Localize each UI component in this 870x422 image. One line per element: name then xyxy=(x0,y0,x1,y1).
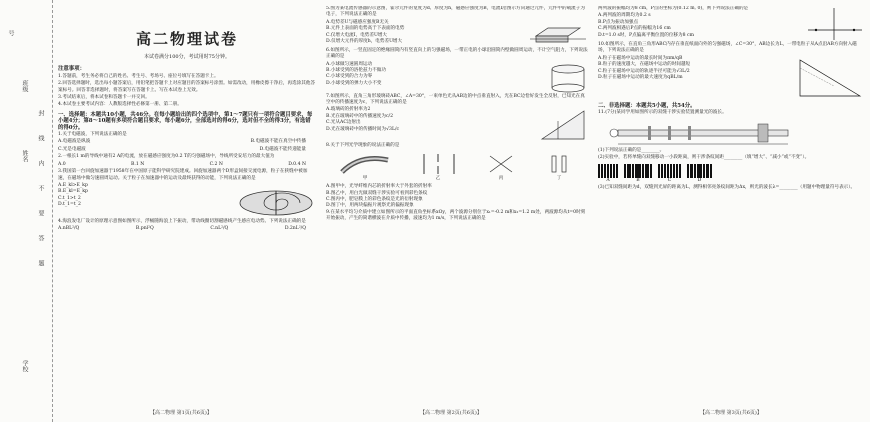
pattern-d xyxy=(687,164,712,184)
notice-item: 1.答题前，考生务必将自己的姓名、考生号、考场号、座位号填写在答题卡上。 xyxy=(58,73,219,79)
question-2-options xyxy=(58,162,316,168)
figure-ding xyxy=(544,152,574,182)
binding-margin xyxy=(0,0,53,422)
option: A.小球做匀速圆周运动 xyxy=(326,61,373,67)
section-2-heading: 二、非选择题：本题共5小题，共54分。 xyxy=(598,102,696,109)
option: C.光从AC边射出 xyxy=(326,120,361,126)
question-9-cont-stem: 两列波的振幅均为8 cm，P点的坐标为(0.12 m, 0)，则下列说法正确的是 xyxy=(598,6,749,11)
figure-yi xyxy=(418,152,458,182)
question-6-options xyxy=(326,62,542,94)
question-3-block xyxy=(58,183,316,219)
option: A.0 xyxy=(58,161,66,167)
pattern-c xyxy=(658,164,681,184)
binding-label: 封 xyxy=(37,110,44,116)
hall-element-figure xyxy=(528,20,588,48)
binding-label: 不 xyxy=(37,185,44,191)
figure-bing xyxy=(486,152,516,182)
option: D.粒子在磁场中运动的最大速度为qBL/m xyxy=(598,75,683,81)
option: D.小球受到的弹力大小不变 xyxy=(326,80,382,86)
figure-label: 丙 xyxy=(498,175,504,181)
option: A.图甲中，光导纤维内芯的折射率大于外套的折射率 xyxy=(326,184,432,190)
option: B.图乙中，用白光做双缝干涉实验可看到彩色条纹 xyxy=(326,190,428,196)
question-10-stem: 10.如图所示，在直角三角形ABC内存在垂直纸面向外的匀强磁场，∠C=30°，AB边长为L，一带电粒子从A点沿AB方向射入磁场，下列说法正确的是 xyxy=(598,42,857,54)
page-3-column xyxy=(598,6,864,406)
question-8-stem: 8.关于下列光学现象的说法正确的是 xyxy=(326,143,400,149)
question-5-options xyxy=(326,20,522,48)
option: B.粒子的速度越大，在磁场中运动的时间越短 xyxy=(598,62,691,68)
option: D.2nL²/Q xyxy=(284,226,306,232)
binding-label: 学校 xyxy=(21,360,28,372)
option: C.2 N xyxy=(209,161,223,167)
option: A.E_kl>E_kp xyxy=(58,182,88,188)
figure-label: 甲 xyxy=(362,175,368,181)
question-10-block xyxy=(598,56,864,100)
option: C.t_1>t_2 xyxy=(58,195,81,201)
question-7-block xyxy=(326,107,588,143)
figure-label: 丁 xyxy=(556,175,562,181)
question-11-part: (2)实验中，若将单缝向双缝移动一小段距离，则干涉条纹间距________（填“增大”、“减小”或“不变”）。 xyxy=(598,155,810,161)
option: A.电磁波是纵波 xyxy=(58,139,91,145)
double-slit-apparatus-figure xyxy=(598,118,798,148)
question-3-stem: 3.我国第一台回旋加速器于1958年在中国原子能科学研究院建成。回旋加速器两个D形盒间接交流电源，粒子在狭缝中被加速，在磁场中做匀速圆周运动。关于粒子在加速器中的运动及最终获得的动能，下列说法正确的是 xyxy=(58,169,308,181)
option: B.P点为振动加强点 xyxy=(598,19,639,25)
option: B.1 N xyxy=(131,161,145,167)
prism-figure xyxy=(538,107,588,143)
notice-item: 2.回答选择题时，选出每小题答案后，用铅笔把答题卡上对应题目的答案标号涂黑。如需改动，用橡皮擦干净后，再选涂其他答案标号。回答非选择题时，将答案写在答题卡上。写在本试卷上无效。 xyxy=(58,81,316,93)
question-7-options xyxy=(326,107,532,143)
option: B.元件上表面的电势高于下表面的电势 xyxy=(326,26,405,32)
page-3-footer: 【高二物理 第3页(共6页)】 xyxy=(700,410,762,416)
option: C.仅增大电流I，电势差U增大 xyxy=(326,32,388,38)
figure-label: 乙 xyxy=(435,175,441,181)
question-6-stem: 6.如图所示，一竖直固定的绝缘圆筒内有竖直向上的匀强磁场，一带正电的小球沿圆筒内壁做圆周运动，不计空气阻力，下列说法正确的是 xyxy=(326,47,588,60)
exam-info: 本试卷满分100分，考试用时75分钟。 xyxy=(144,54,230,60)
section-1-heading: 一、选择题：本题共10小题，共46分。在每小题给出的四个选项中，第1～7题只有一项符合题目要求，每小题4分；第8～10题有多项符合题目要求，每小题6分，全部选对的得6分，选对但不全的得3分，有选错的得0分。 xyxy=(58,111,313,131)
cyclotron-figure xyxy=(236,183,316,219)
pattern-fringes xyxy=(624,164,652,178)
option: D.光在玻璃砖中的传播时间为√3L/c xyxy=(326,126,400,132)
option: D.0.4 N xyxy=(288,161,306,167)
figure-jia xyxy=(340,152,390,182)
pattern-b xyxy=(624,164,652,184)
pattern-label: A xyxy=(606,178,610,184)
question-2-stem: 2.一根长1 m的导线中通有2 A的电流，放在磁感应强度为0.2 T的匀强磁场中，导线所受安培力的最大值为 xyxy=(58,154,275,160)
option: C.光是电磁波 xyxy=(58,146,86,152)
option: B.电磁波不能在真空中传播 xyxy=(250,139,306,145)
axes-figure xyxy=(804,6,864,42)
optical-fiber-figure xyxy=(340,152,390,176)
option: B.小球受到的洛伦兹力不做功 xyxy=(326,68,386,74)
question-9-cont-block xyxy=(598,6,864,42)
option: C.粒子在磁场中运动的轨迹半径可能为√3L/2 xyxy=(598,68,690,74)
exam-title: 高二物理试卷 xyxy=(135,30,238,48)
pattern-fringes xyxy=(658,164,681,178)
question-11-part: (1)下列说法正确的是________。 xyxy=(598,147,665,153)
pattern-a xyxy=(598,164,618,184)
triangle-field-figure xyxy=(794,56,864,100)
pattern-label: C xyxy=(667,178,672,184)
option: D.仅增大元件的厚度h，电势差U增大 xyxy=(326,39,403,45)
option: A.粒子在磁场中运动的最长时间为πm/qB xyxy=(598,55,683,61)
question-10-options xyxy=(598,56,788,100)
question-8-figures xyxy=(326,152,588,182)
option: B.pnl²Q xyxy=(135,226,154,232)
option: A.玻璃砖的折射率为2 xyxy=(326,107,371,113)
binding-label: 答 xyxy=(37,235,44,241)
question-9-cont xyxy=(598,6,798,42)
notice-heading: 注意事项： xyxy=(58,66,85,73)
pattern-label: B xyxy=(636,178,640,184)
option: D.电磁波不能传递能量 xyxy=(259,146,306,152)
option: D.图丁中，用两块偏振片观察光的偏振现象 xyxy=(326,203,414,209)
question-1-options xyxy=(58,147,316,153)
question-6-block xyxy=(326,62,588,94)
option: B.E_kl=E_kp xyxy=(58,189,88,195)
binding-label: 班级 xyxy=(21,80,28,92)
page-1-footer: 【高二物理 第1页(共6页)】 xyxy=(150,410,212,416)
question-11-part: (3)已知双缝间距为d，双缝到光屏的距离为L，测得相邻亮条纹间距为Δx，则光的波长λ=________（用题中物理量符号表示）。 xyxy=(598,184,856,190)
option: A.nBL²/Q xyxy=(58,226,80,232)
question-1-stem: 1.关于电磁波，下列说法正确的是 xyxy=(58,132,127,138)
option: A.电势差U与磁感应强度B无关 xyxy=(326,19,389,25)
pattern-fringes xyxy=(687,164,712,178)
question-4-stem: 4.海浪发电厂设计的原理示意图如图所示，浮桶随海浪上下振动，带动线圈切割磁感线产生感应电动势。下列说法正确的是 xyxy=(58,218,306,224)
polarizer-figure xyxy=(544,152,574,176)
question-1-options xyxy=(58,139,316,145)
binding-label: 号 xyxy=(7,30,14,36)
question-5-stem: 5.图为某电流传感器的示意图，霍尔元件的宽度为d、厚度为h，磁感应强度为B，电流I沿图示方向通过元件，元件中的载流子为电子，下列说法正确的是 xyxy=(326,6,585,18)
notice-item: 3.考试结束后，将本试卷和答题卡一并交回。 xyxy=(58,95,150,101)
option: C.小球受到的合力为零 xyxy=(326,74,373,80)
question-7-stem: 7.如图所示，直角三角形玻璃砖ABC，∠A=30°，一束单色光从AB边的中点垂直射入，光在BC边恰好发生全反射，已知光在真空中的传播速度为c，下列说法正确的是 xyxy=(326,93,585,106)
interference-patterns xyxy=(598,164,864,184)
option: A.两列波的周期均为0.2 s xyxy=(598,13,651,19)
option: C.图丙中，肥皂膜上的彩色条纹是光的衍射现象 xyxy=(326,197,423,203)
pattern-label: D xyxy=(697,178,702,184)
notice-item: 4.本试卷主要考试内容：人教版选择性必修第一册、第二册。 xyxy=(58,102,182,108)
cylinder-figure xyxy=(548,62,588,94)
option: C.两列波相遇后P点的振幅为16 cm xyxy=(598,26,671,32)
soap-film-figure xyxy=(486,152,516,176)
page-2-footer: 【高二物理 第2页(共6页)】 xyxy=(420,410,482,416)
binding-label: 线 xyxy=(37,135,44,141)
question-3-options xyxy=(58,183,228,219)
pattern-fringes xyxy=(598,164,618,178)
page-2-column xyxy=(326,6,588,406)
page-1-column xyxy=(58,6,316,406)
option: D.t_1=t_2 xyxy=(58,202,81,208)
option: D.t=1.0 s时，P点偏离平衡位置的位移为8 cm xyxy=(598,32,694,38)
option: C.nL²/Q xyxy=(210,226,229,232)
question-4-options xyxy=(58,226,316,232)
binding-label: 内 xyxy=(37,160,44,166)
binding-label: 要 xyxy=(37,210,44,216)
option: B.光在玻璃砖中的传播速度为c/2 xyxy=(326,113,394,119)
question-9-stem: 9.在某水平均匀介质中建立如图所示的平面直角坐标系xOy，两个波源分别位于x₁=-0.2 m和x₂=1.2 m处，两波源均从t=0时刻开始振动，产生的简谐横波在介质中传播，波速均为1 m/s，下列说法正确的是 xyxy=(326,209,586,222)
binding-label: 姓名 xyxy=(21,150,28,162)
double-slit-figure xyxy=(418,152,458,176)
question-5-block xyxy=(326,20,588,48)
question-11-stem: 11.(7分)某同学用如图所示的双缝干涉实验装置测量光的波长。 xyxy=(598,110,727,116)
binding-label: 题 xyxy=(37,260,44,266)
